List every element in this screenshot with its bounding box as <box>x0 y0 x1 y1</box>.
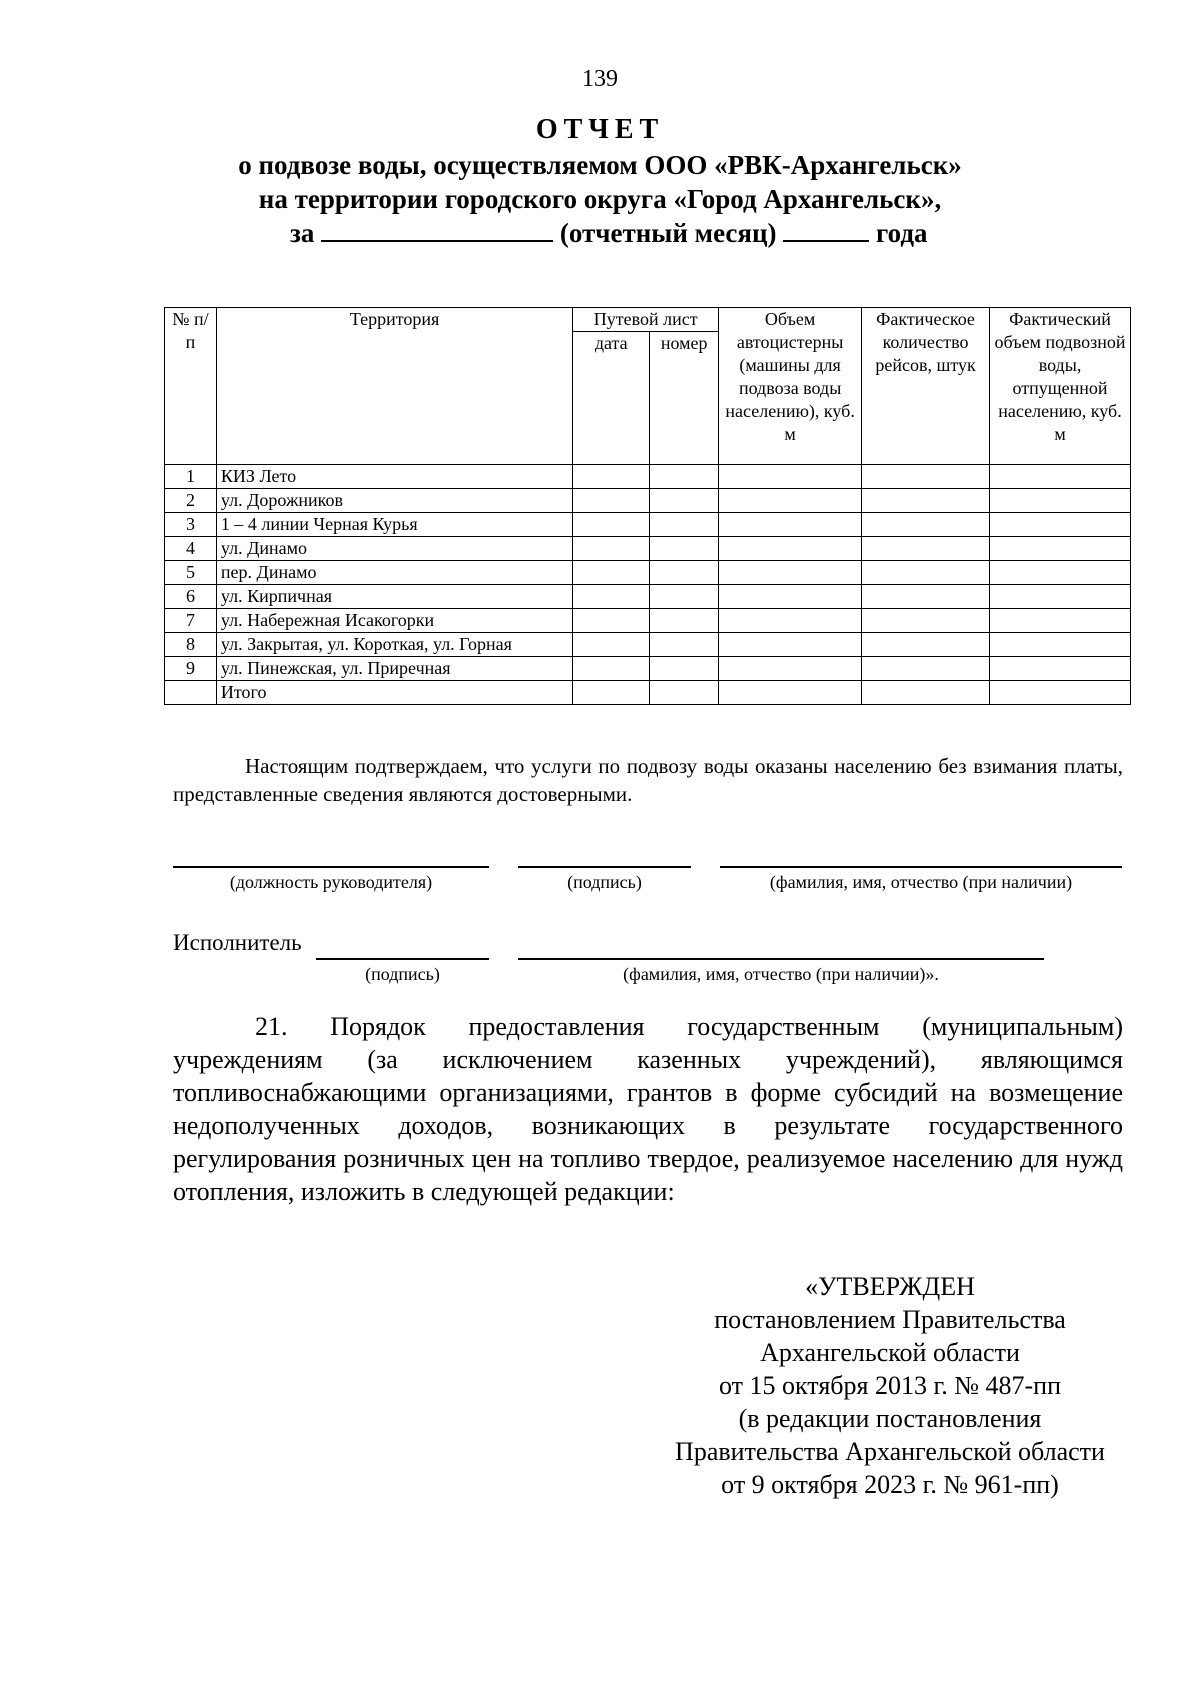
approved-line-5: (в редакции постановления <box>738 1404 1042 1433</box>
row-num: 9 <box>165 657 217 681</box>
cell-trips[interactable] <box>862 465 990 489</box>
full-name-line[interactable] <box>720 866 1122 868</box>
header-territory: Территория <box>216 308 572 465</box>
header-waybill-date: дата <box>573 332 650 465</box>
row-territory: 1 – 4 линии Черная Курья <box>216 513 572 537</box>
cell-trips[interactable] <box>862 681 990 705</box>
cell-tank-volume[interactable] <box>719 609 862 633</box>
cell-tank-volume[interactable] <box>719 681 862 705</box>
cell-number[interactable] <box>650 585 719 609</box>
cell-tank-volume[interactable] <box>719 465 862 489</box>
cell-number[interactable] <box>650 657 719 681</box>
page-number: 139 <box>582 66 618 92</box>
row-territory: ул. Закрытая, ул. Короткая, ул. Горная <box>216 633 572 657</box>
confirmation-paragraph: Настоящим подтверждаем, что услуги по подвозу воды оказаны населению без взимания платы, представленные сведения являются достоверными. <box>173 754 1123 806</box>
cell-tank-volume[interactable] <box>719 633 862 657</box>
row-territory: ул. Набережная Исакогорки <box>216 609 572 633</box>
row-num <box>165 681 217 705</box>
approved-line-3: Архангельской области <box>760 1338 1020 1367</box>
period-prefix: за <box>290 218 315 248</box>
cell-actual-volume[interactable] <box>990 681 1131 705</box>
cell-tank-volume[interactable] <box>719 657 862 681</box>
cell-trips[interactable] <box>862 513 990 537</box>
executor-full-name-line[interactable] <box>518 958 1044 960</box>
table-row <box>165 513 1131 537</box>
row-num: 2 <box>165 489 217 513</box>
executor-signature-line[interactable] <box>316 958 489 960</box>
row-territory: ул. Дорожников <box>216 489 572 513</box>
header-waybill-number: номер <box>650 332 719 465</box>
cell-number[interactable] <box>650 465 719 489</box>
executor-full-name-caption: (фамилия, имя, отчество (при наличии)». <box>623 964 939 984</box>
report-subtitle-line-1: о подвозе воды, осуществляемом ООО «РВК-Архангельск» <box>238 150 962 180</box>
cell-date[interactable] <box>573 465 650 489</box>
full-name-caption: (фамилия, имя, отчество (при наличии) <box>769 872 1073 892</box>
cell-number[interactable] <box>650 489 719 513</box>
executor-signature-caption: (подпись) <box>365 964 440 984</box>
cell-trips[interactable] <box>862 657 990 681</box>
row-territory: ул. Пинежская, ул. Приречная <box>216 657 572 681</box>
report-subtitle-line-3 <box>290 216 1050 249</box>
approved-line-4: от 15 октября 2013 г. № 487-пп <box>719 1371 1061 1400</box>
header-trips: Фактическое количество рейсов, штук <box>862 308 990 465</box>
cell-number[interactable] <box>650 609 719 633</box>
year-blank-field[interactable] <box>783 216 869 242</box>
table-row <box>165 561 1131 585</box>
table-row-total <box>165 681 1131 705</box>
report-title: ОТЧЕТ <box>535 114 665 145</box>
table-row <box>165 609 1131 633</box>
header-num: № п/п <box>165 308 217 465</box>
cell-date[interactable] <box>573 657 650 681</box>
row-num: 5 <box>165 561 217 585</box>
cell-number[interactable] <box>650 681 719 705</box>
table-row <box>165 657 1131 681</box>
cell-tank-volume[interactable] <box>719 537 862 561</box>
cell-actual-volume[interactable] <box>990 633 1131 657</box>
cell-actual-volume[interactable] <box>990 489 1131 513</box>
approval-stamp-block <box>640 1270 1140 1501</box>
cell-date[interactable] <box>573 489 650 513</box>
cell-trips[interactable] <box>862 585 990 609</box>
cell-trips[interactable] <box>862 489 990 513</box>
row-num: 6 <box>165 585 217 609</box>
position-signature-line[interactable] <box>173 866 489 868</box>
cell-date[interactable] <box>573 585 650 609</box>
cell-actual-volume[interactable] <box>990 609 1131 633</box>
table-row <box>165 465 1131 489</box>
cell-date[interactable] <box>573 633 650 657</box>
cell-trips[interactable] <box>862 609 990 633</box>
report-subtitle-line-2: на территории городского округа «Город Архангельск», <box>258 184 942 214</box>
signature-caption: (подпись) <box>567 872 642 892</box>
cell-actual-volume[interactable] <box>990 465 1131 489</box>
approved-line-2: постановлением Правительства <box>714 1305 1066 1334</box>
period-month-label: (отчетный месяц) <box>559 218 777 248</box>
row-num: 1 <box>165 465 217 489</box>
cell-date[interactable] <box>573 609 650 633</box>
cell-number[interactable] <box>650 561 719 585</box>
cell-date[interactable] <box>573 537 650 561</box>
approved-line-1: «УТВЕРЖДЕН <box>805 1272 975 1301</box>
cell-actual-volume[interactable] <box>990 561 1131 585</box>
position-caption: (должность руководителя) <box>229 872 433 892</box>
month-blank-field[interactable] <box>321 216 553 242</box>
cell-date[interactable] <box>573 513 650 537</box>
table-row <box>165 537 1131 561</box>
signature-line[interactable] <box>518 866 691 868</box>
cell-tank-volume[interactable] <box>719 489 862 513</box>
item-21-text: 21. Порядок предоставления государственным (муниципальным) учреждениям (за исключением казенных учреждений), являющимся топливоснабжающими организациями, грантов в форме субсидий на возмещение недополученных доходов, возникающих в результате государственного регулирования розничных цен на топливо твердое, реализуемое населению для нужд отопления, изложить в следующей редакции: <box>173 1012 1123 1206</box>
row-territory: КИЗ Лето <box>216 465 572 489</box>
approved-line-7: от 9 октября 2023 г. № 961-пп) <box>721 1470 1059 1499</box>
header-tank-volume: Объем автоцистерны (машины для подвоза воды населению), куб. м <box>719 308 862 465</box>
approved-line-6: Правительства Архангельской области <box>675 1437 1105 1466</box>
cell-number[interactable] <box>650 537 719 561</box>
cell-tank-volume[interactable] <box>719 561 862 585</box>
executor-label: Исполнитель <box>173 930 302 955</box>
row-num: 4 <box>165 537 217 561</box>
item-21-paragraph <box>173 1010 1123 1208</box>
cell-number[interactable] <box>650 633 719 657</box>
table-row <box>165 633 1131 657</box>
cell-trips[interactable] <box>862 561 990 585</box>
header-actual-volume: Фактический объем подвозной воды, отпущенной населению, куб. м <box>990 308 1131 465</box>
table-row <box>165 585 1131 609</box>
cell-actual-volume[interactable] <box>990 537 1131 561</box>
row-num: 8 <box>165 633 217 657</box>
row-territory: пер. Динамо <box>216 561 572 585</box>
cell-tank-volume[interactable] <box>719 585 862 609</box>
row-territory: ул. Динамо <box>216 537 572 561</box>
row-num: 7 <box>165 609 217 633</box>
table-row <box>165 489 1131 513</box>
cell-date[interactable] <box>573 561 650 585</box>
row-territory-total: Итого <box>216 681 572 705</box>
cell-trips[interactable] <box>862 633 990 657</box>
cell-date[interactable] <box>573 681 650 705</box>
row-num: 3 <box>165 513 217 537</box>
cell-trips[interactable] <box>862 537 990 561</box>
cell-actual-volume[interactable] <box>990 513 1131 537</box>
header-waybill: Путевой лист <box>573 308 719 332</box>
water-delivery-table <box>164 307 1131 705</box>
cell-actual-volume[interactable] <box>990 585 1131 609</box>
cell-tank-volume[interactable] <box>719 513 862 537</box>
row-territory: ул. Кирпичная <box>216 585 572 609</box>
period-suffix: года <box>876 218 928 248</box>
cell-number[interactable] <box>650 513 719 537</box>
cell-actual-volume[interactable] <box>990 657 1131 681</box>
